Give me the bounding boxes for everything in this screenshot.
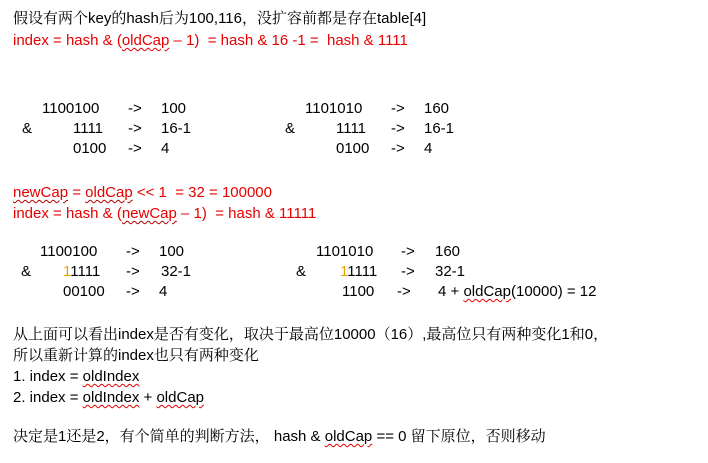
arrow: -> bbox=[126, 243, 140, 260]
conclusion-suffix: == 0 留下原位，否则移动 bbox=[372, 428, 546, 445]
oldcap-term: oldCap bbox=[121, 32, 170, 49]
and-operator: & bbox=[296, 263, 307, 280]
and-operator: & bbox=[21, 263, 32, 280]
conclusion-prefix: 决定是1还是2，有个简单的判断方法， hash & bbox=[13, 428, 325, 445]
arrow: -> bbox=[128, 120, 142, 137]
decimal-result-expression bbox=[438, 283, 596, 301]
mask-bits: 1111 bbox=[347, 263, 378, 280]
arrow: -> bbox=[391, 100, 405, 117]
binary-mask: 1111 bbox=[73, 120, 104, 137]
binary-value: 1101010 bbox=[305, 100, 363, 117]
oldindex-term: oldIndex bbox=[82, 368, 140, 385]
decimal-value: 160 bbox=[424, 100, 450, 117]
arrow: -> bbox=[126, 283, 140, 300]
intro-text: 假设有两个key的hash后为100,116，没扩容前都是存在table[4] bbox=[13, 10, 427, 27]
conclusion-text bbox=[13, 428, 546, 446]
case-prefix: 2. index = bbox=[13, 389, 83, 406]
arrow: -> bbox=[397, 283, 411, 300]
case-prefix: 1. index = bbox=[13, 368, 83, 385]
binary-value: 1100100 bbox=[42, 100, 100, 117]
highlighted-bit: 1 bbox=[63, 263, 71, 280]
case-item-1 bbox=[13, 368, 139, 386]
assign-op: = bbox=[68, 184, 86, 201]
newcap-formula bbox=[13, 184, 272, 202]
oldcap-term: oldCap bbox=[156, 389, 205, 406]
newcap-term: newCap bbox=[13, 184, 69, 201]
newcap-term: newCap bbox=[121, 205, 177, 222]
decimal-value: 100 bbox=[161, 100, 187, 117]
shift-expression: << 1 = 32 = 100000 bbox=[132, 184, 272, 201]
decimal-value: 160 bbox=[435, 243, 461, 260]
binary-value: 1101010 bbox=[316, 243, 374, 260]
oldindex-term: oldIndex bbox=[82, 389, 140, 406]
decimal-result: 4 bbox=[161, 140, 170, 157]
arrow: -> bbox=[126, 263, 140, 280]
binary-result: 1100 bbox=[342, 283, 375, 300]
oldcap-term: oldCap bbox=[463, 283, 511, 300]
binary-mask bbox=[340, 263, 377, 281]
mask-bits: 1111 bbox=[70, 263, 101, 280]
binary-mask: 1111 bbox=[336, 120, 367, 137]
binary-result: 0100 bbox=[336, 140, 370, 157]
arrow: -> bbox=[391, 120, 405, 137]
decimal-mask: 16-1 bbox=[161, 120, 192, 137]
decimal-result: 4 bbox=[424, 140, 433, 157]
oldcap-term: oldCap bbox=[85, 184, 133, 201]
and-operator: & bbox=[22, 120, 33, 137]
case-item-2 bbox=[13, 389, 204, 407]
explanation-line-2: 所以重新计算的index也只有两种变化 bbox=[13, 347, 259, 364]
index-formula-new bbox=[13, 205, 316, 223]
plus-op: + bbox=[139, 389, 157, 406]
result-prefix: 4 + bbox=[438, 283, 464, 300]
binary-value: 1100100 bbox=[40, 243, 98, 260]
formula-suffix: – 1) = hash & 11111 bbox=[176, 205, 317, 222]
arrow: -> bbox=[401, 243, 415, 260]
decimal-value: 100 bbox=[159, 243, 185, 260]
result-suffix: (10000) = 12 bbox=[510, 283, 597, 300]
binary-mask bbox=[63, 263, 100, 281]
arrow: -> bbox=[128, 140, 142, 157]
arrow: -> bbox=[401, 263, 415, 280]
formula-prefix: index = hash & ( bbox=[13, 32, 122, 49]
binary-result: 00100 bbox=[63, 283, 105, 300]
decimal-mask: 16-1 bbox=[424, 120, 455, 137]
arrow: -> bbox=[391, 140, 405, 157]
highlighted-bit: 1 bbox=[340, 263, 348, 280]
arrow: -> bbox=[128, 100, 142, 117]
and-operator: & bbox=[285, 120, 296, 137]
binary-result: 0100 bbox=[73, 140, 107, 157]
formula-prefix: index = hash & ( bbox=[13, 205, 122, 222]
decimal-mask: 32-1 bbox=[161, 263, 192, 280]
oldcap-term: oldCap bbox=[324, 428, 373, 445]
decimal-mask: 32-1 bbox=[435, 263, 466, 280]
index-formula-old bbox=[13, 32, 408, 50]
explanation-line-1: 从上面可以看出index是否有变化，取决于最高位10000（16）,最高位只有两种变化1和0， bbox=[13, 326, 609, 343]
decimal-result: 4 bbox=[159, 283, 168, 300]
formula-suffix: – 1) = hash & 16 -1 = hash & 1111 bbox=[169, 32, 408, 49]
